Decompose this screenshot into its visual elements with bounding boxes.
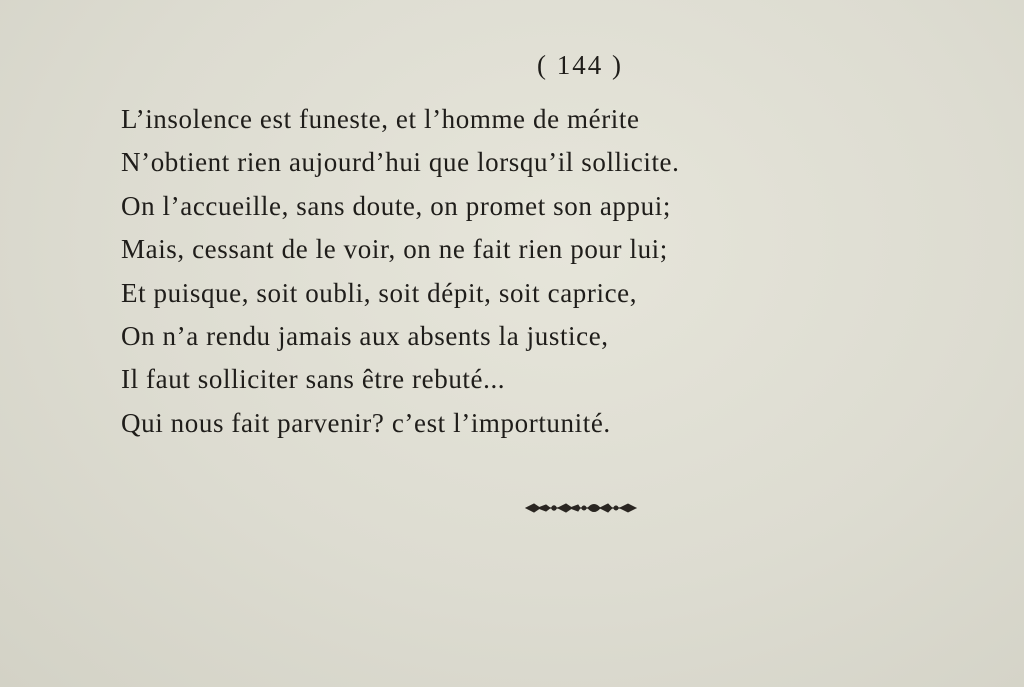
verse-line: Et puisque, soit oubli, soit dépit, soit caprice, — [121, 277, 638, 308]
verse-line: Mais, cessant de le voir, on ne fait rien pour lui; — [121, 234, 668, 265]
verse-line: L’insolence est funeste, et l’homme de mérite — [121, 104, 640, 134]
verse-line: N’obtient rien aujourd’hui que lorsqu’il sollicite. — [121, 147, 680, 178]
verse-line: On l’accueille, sans doute, on promet son appui; — [121, 190, 671, 221]
verse-line: Il faut solliciter sans être rebuté... — [121, 364, 506, 395]
page-number: ( 144 ) — [537, 50, 623, 80]
verse-line: Qui nous fait parvenir? c’est l’importunité. — [121, 407, 611, 438]
verse-stanza — [121, 98, 679, 445]
verse-line: On n’a rendu jamais aux absents la justice, — [121, 321, 609, 352]
bleed-through-texture — [720, 300, 1020, 520]
decorative-tailpiece-icon — [524, 498, 638, 518]
